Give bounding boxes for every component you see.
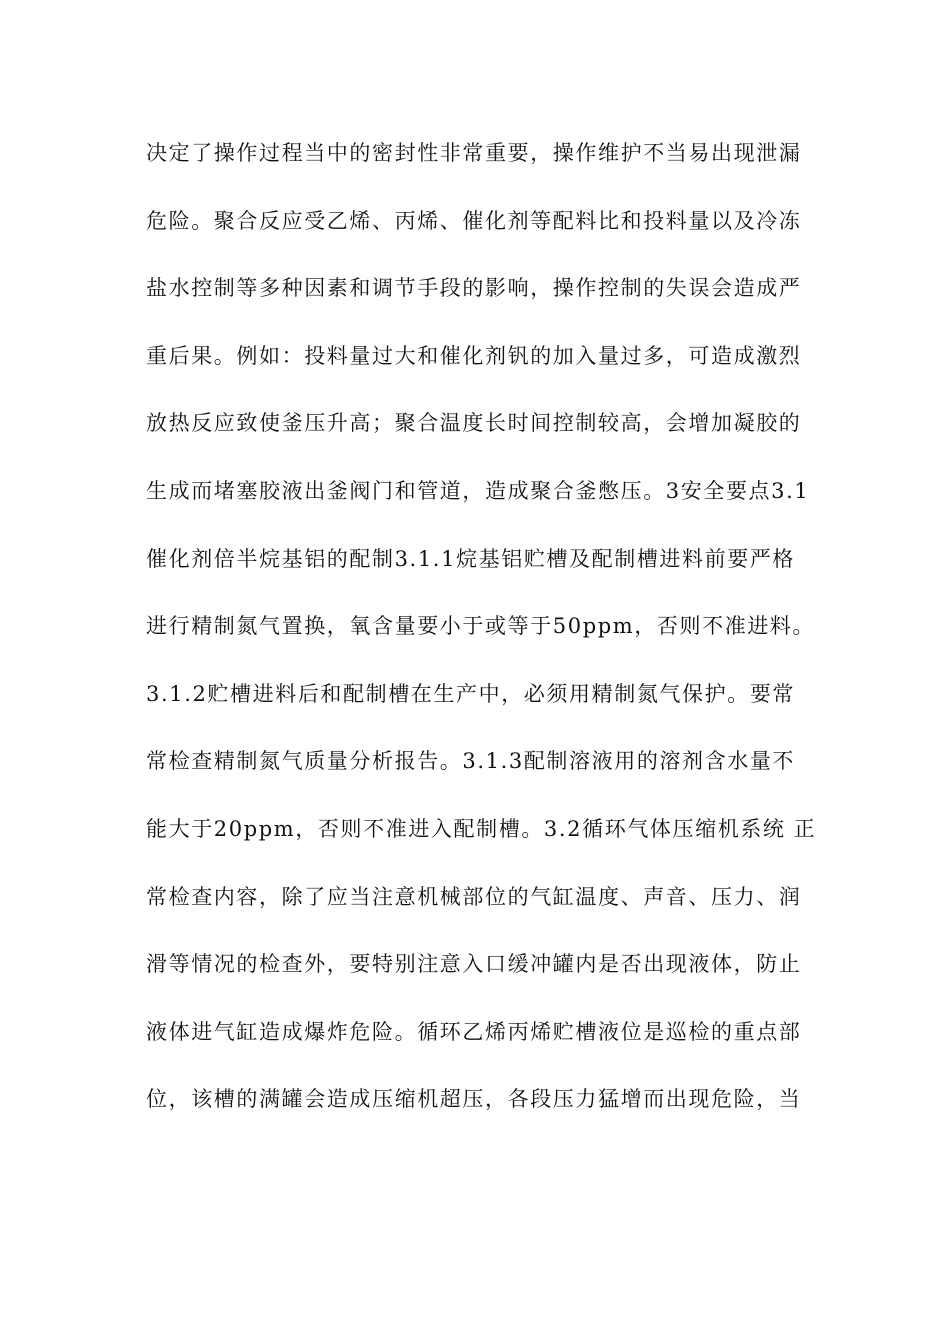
- text-line: 盐水控制等多种因素和调节手段的影响，操作控制的失误会造成严: [146, 276, 802, 301]
- text-line: 进行精制氮气置换，氧含量要小于或等于50ppm，否则不准进料。: [146, 614, 816, 639]
- text-line: 常检查内容，除了应当注意机械部位的气缸温度、声音、压力、润: [146, 884, 802, 909]
- text-line: 生成而堵塞胶液出釜阀门和管道，造成聚合釜憋压。3安全要点3.1: [146, 478, 810, 503]
- text-line: 危险。聚合反应受乙烯、丙烯、催化剂等配料比和投料量以及冷冻: [146, 208, 802, 233]
- text-line: 放热反应致使釜压升高；聚合温度长时间控制较高，会增加凝胶的: [146, 411, 802, 436]
- text-line: 液体进气缸造成爆炸危险。循环乙烯丙烯贮槽液位是巡检的重点部: [146, 1019, 802, 1044]
- text-line: 催化剂倍半烷基铝的配制3.1.1烷基铝贮槽及配制槽进料前要严格: [146, 546, 796, 571]
- text-line: 滑等情况的检查外，要特别注意入口缓冲罐内是否出现液体，防止: [146, 952, 802, 977]
- text-line: 能大于20ppm，否则不准进入配制槽。3.2循环气体压缩机系统 正: [146, 816, 817, 841]
- text-line: 决定了操作过程当中的密封性非常重要，操作维护不当易出现泄漏: [146, 141, 802, 165]
- text-line: 3.1.2贮槽进料后和配制槽在生产中，必须用精制氮气保护。要常: [146, 681, 796, 706]
- text-line: 常检查精制氮气质量分析报告。3.1.3配制溶液用的溶剂含水量不: [146, 749, 796, 774]
- text-line: 重后果。例如：投料量过大和催化剂钒的加入量过多，可造成激烈: [146, 343, 802, 368]
- body-text: [146, 131, 846, 1145]
- text-line: 位，该槽的满罐会造成压缩机超压，各段压力猛增而出现危险，当: [146, 1087, 802, 1112]
